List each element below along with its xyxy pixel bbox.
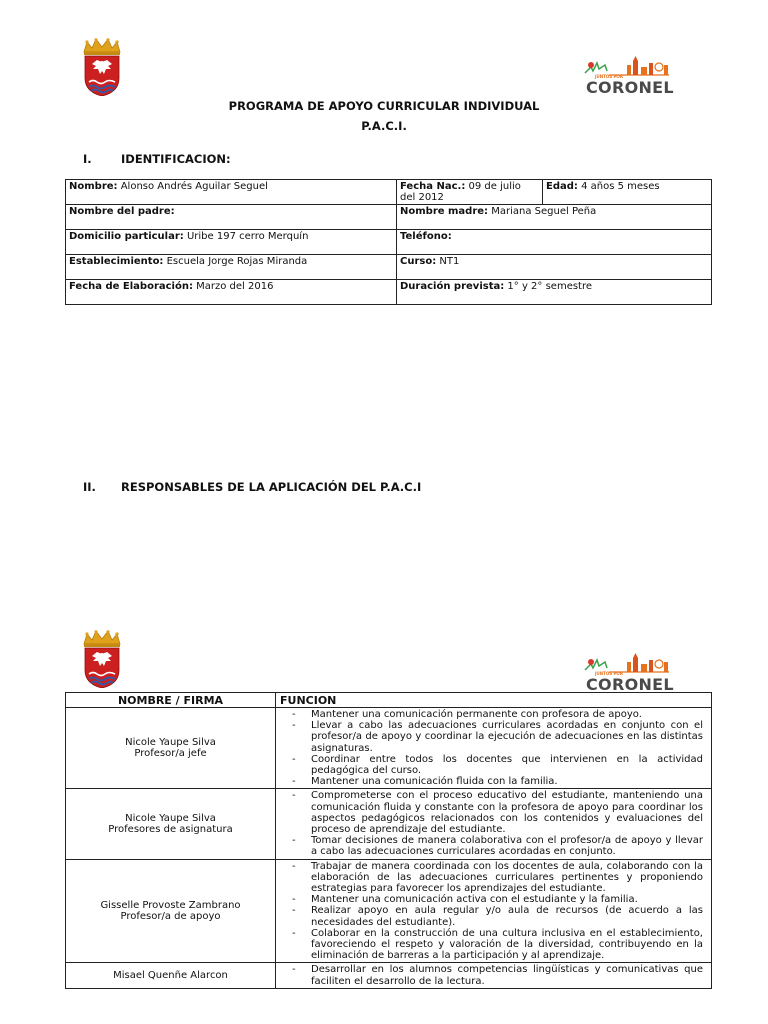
field-duracion: Duración prevista: 1° y 2° semestre [397, 280, 712, 305]
field-establecimiento: Establecimiento: Escuela Jorge Rojas Miranda [66, 255, 397, 280]
field-nombre: Nombre: Alonso Andrés Aguilar Seguel [66, 180, 397, 205]
crest-icon [80, 38, 124, 96]
section-responsables [83, 480, 421, 494]
function-item: - Trabajar de manera coordinada con los docentes de aula, colaborando con la elaboración de las adecuaciones curriculares pertinentes y proponiendo estrategias para favorecer los aprendizajes del estudiante. [276, 861, 703, 895]
brand-name: CORONEL [586, 675, 674, 694]
field-telefono: Teléfono: [397, 230, 712, 255]
responsible-name: Nicole Yaupe Silva [125, 812, 216, 824]
field-fecha-nac: Fecha Nac.: 09 de julio del 2012 [397, 180, 543, 205]
responsible-cell [66, 789, 276, 859]
brand-tagline: JUNTOS POR [595, 74, 623, 79]
section-title: IDENTIFICACION: [121, 152, 231, 166]
field-curso: Curso: NT1 [397, 255, 712, 280]
function-cell [276, 963, 712, 988]
brand-name: CORONEL [586, 78, 674, 97]
coronel-logo [583, 652, 673, 696]
document-title: PROGRAMA DE APOYO CURRICULAR INDIVIDUAL [228, 99, 540, 113]
function-item: - Comprometerse con el proceso educativo del estudiante, manteniendo una comunicación fluida y constante con la profesora de apoyo para coordinar los aspectos pedagógicos relacionados con los contenidos y evaluaciones del proceso de aprendizaje del estudiante. [276, 790, 703, 835]
function-item: - Mantener una comunicación permanente con profesora de apoyo. [276, 709, 703, 720]
field-madre: Nombre madre: Mariana Seguel Peña [397, 205, 712, 230]
responsible-role: Profesor/a de apoyo [120, 911, 221, 923]
identification-table [65, 179, 712, 305]
table-row [66, 859, 712, 963]
field-edad: Edad: 4 años 5 meses [543, 180, 712, 205]
function-item: - Mantener una comunicación fluida con la familia. [276, 776, 703, 787]
section-title: RESPONSABLES DE LA APLICACIÓN DEL P.A.C.I [121, 480, 422, 494]
coronel-logo [583, 55, 673, 99]
section-identificacion [83, 152, 231, 166]
table-row [66, 789, 712, 859]
function-item: - Coordinar entre todos los docentes que intervienen en la actividad pedagógica del curso. [276, 754, 703, 776]
field-padre: Nombre del padre: [66, 205, 397, 230]
responsible-name: Nicole Yaupe Silva [125, 737, 216, 748]
field-domicilio: Domicilio particular: Uribe 197 cerro Merquín [66, 230, 397, 255]
col-nombre-firma: NOMBRE / FIRMA [66, 693, 276, 708]
responsible-cell [66, 963, 276, 988]
crest-icon [80, 630, 124, 688]
section-number: I. [83, 152, 92, 166]
table-row [66, 963, 712, 988]
responsible-name: Gisselle Provoste Zambrano [100, 899, 241, 911]
responsables-table [65, 692, 712, 989]
function-item: - Desarrollar en los alumnos competencias lingüísticas y comunicativas que faciliten el desarrollo de la lectura. [276, 964, 703, 986]
function-cell [276, 789, 712, 859]
responsible-role: Profesores de asignatura [108, 824, 233, 836]
col-funcion: FUNCION [276, 693, 712, 708]
function-cell [276, 859, 712, 963]
function-item: - Mantener una comunicación activa con el estudiante y la familia. [276, 894, 703, 905]
table-row [66, 708, 712, 789]
function-item: - Realizar apoyo en aula regular y/o aula de recursos (de acuerdo a las necesidades del estudiante). [276, 905, 703, 927]
document-subtitle: P.A.C.I. [361, 119, 407, 133]
function-item: - Tomar decisiones de manera colaborativa con el profesor/a de apoyo y llevar a cabo las adecuaciones curriculares acordadas en conjunto. [276, 835, 703, 857]
responsible-cell [66, 859, 276, 963]
responsible-role: Profesor/a jefe [134, 748, 207, 760]
function-cell [276, 708, 712, 789]
brand-tagline: JUNTOS POR [595, 671, 623, 676]
responsible-name: Misael Quenñe Alarcon [113, 970, 228, 982]
function-item: - Llevar a cabo las adecuaciones curriculares acordadas en conjunto con el profesor/a de apoyo y coordinar la ejecución de adecuaciones en las distintas asignaturas. [276, 720, 703, 754]
function-item: - Colaborar en la construcción de una cultura inclusiva en el establecimiento, favoreciendo el respeto y valoración de la diversidad, contribuyendo en la eliminación de barreras a la participación y al aprendizaje. [276, 928, 703, 962]
responsible-cell [66, 708, 276, 789]
field-fecha-elaboracion: Fecha de Elaboración: Marzo del 2016 [66, 280, 397, 305]
section-number: II. [83, 480, 96, 494]
